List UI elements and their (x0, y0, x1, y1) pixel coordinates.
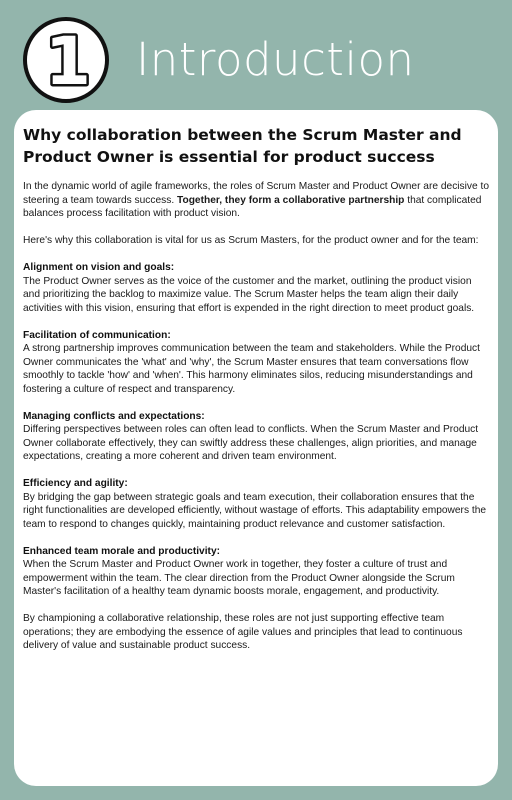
intro-paragraph (23, 180, 490, 221)
section-heading: Efficiency and agility: (23, 478, 128, 489)
intro-text: In the dynamic world of agile frameworks, the roles of Scrum Master and Product Owner are decisive to steering a team towards success. (23, 181, 489, 206)
intro-bold-text: Together, they form a collaborative partnership (177, 194, 405, 206)
section-body: Differing perspectives between roles can often lead to conflicts. When the Scrum Master and Product Owner collaborate effectively, they can swiftly address these challenges, align priorities, and manage expectations, creating a more coherent and driven team environment. (23, 424, 479, 462)
section-efficiency (23, 477, 490, 531)
content-card (14, 110, 498, 786)
header (0, 0, 512, 110)
section-body: When the Scrum Master and Product Owner work in together, they foster a culture of trust and empowerment within the team. The clear direction from the Product Owner alongside the Scrum Master's facilitation of a healthy team dynamic boosts morale, engagement, and productivity. (23, 559, 455, 597)
section-heading: Managing conflicts and expectations: (23, 410, 205, 422)
section-body: A strong partnership improves communication between the team and stakeholders. While the Product Owner communicates the 'what' and 'why', the Scrum Master ensures that team conversations flow smoothly to tackle 'how' and 'when'. This harmony eliminates silos, reducing misunderstandings and fostering a culture of respect and transparency. (23, 343, 480, 395)
section-heading: Facilitation of communication: (23, 329, 171, 341)
intro-tail-text: that complicated balances process facilitation with product vision. (23, 194, 482, 219)
section-heading: Alignment on vision and goals: (23, 262, 175, 273)
section-conflicts (23, 410, 490, 464)
card-title: Why collaboration between the Scrum Master and Product Owner is essential for product success (23, 126, 462, 166)
section-morale (23, 545, 490, 599)
closing-paragraph: By championing a collaborative relationship, these roles are not just supporting effective team operations; they are embodying the essence of agile values and principles that lead to continuous delivery of value and sustainable product success. (23, 613, 463, 651)
why-paragraph: Here's why this collaboration is vital for us as Scrum Masters, for the product owner and for the team: (23, 235, 479, 246)
page-title: Introduction (136, 33, 415, 86)
section-communication (23, 329, 490, 397)
section-body: The Product Owner serves as the voice of the customer and the market, outlining the product vision and prioritizing the backlog to maximize value. The Scrum Master helps the team align their daily activities with this vision, ensuring that effort is expended in the right direction to meet product goals. (23, 275, 475, 314)
section-alignment (23, 261, 490, 315)
section-body: By bridging the gap between strategic goals and team execution, their collaboration ensures that the right functionalities are developed efficiently, without wastage of efforts. This adaptability empowers the team to respond to changes quickly, maintaining product relevance and customer satisfaction. (23, 491, 487, 530)
section-heading: Enhanced team morale and productivity: (23, 545, 220, 557)
step-number-badge-icon (22, 16, 110, 104)
step-number: 1 (45, 23, 91, 100)
